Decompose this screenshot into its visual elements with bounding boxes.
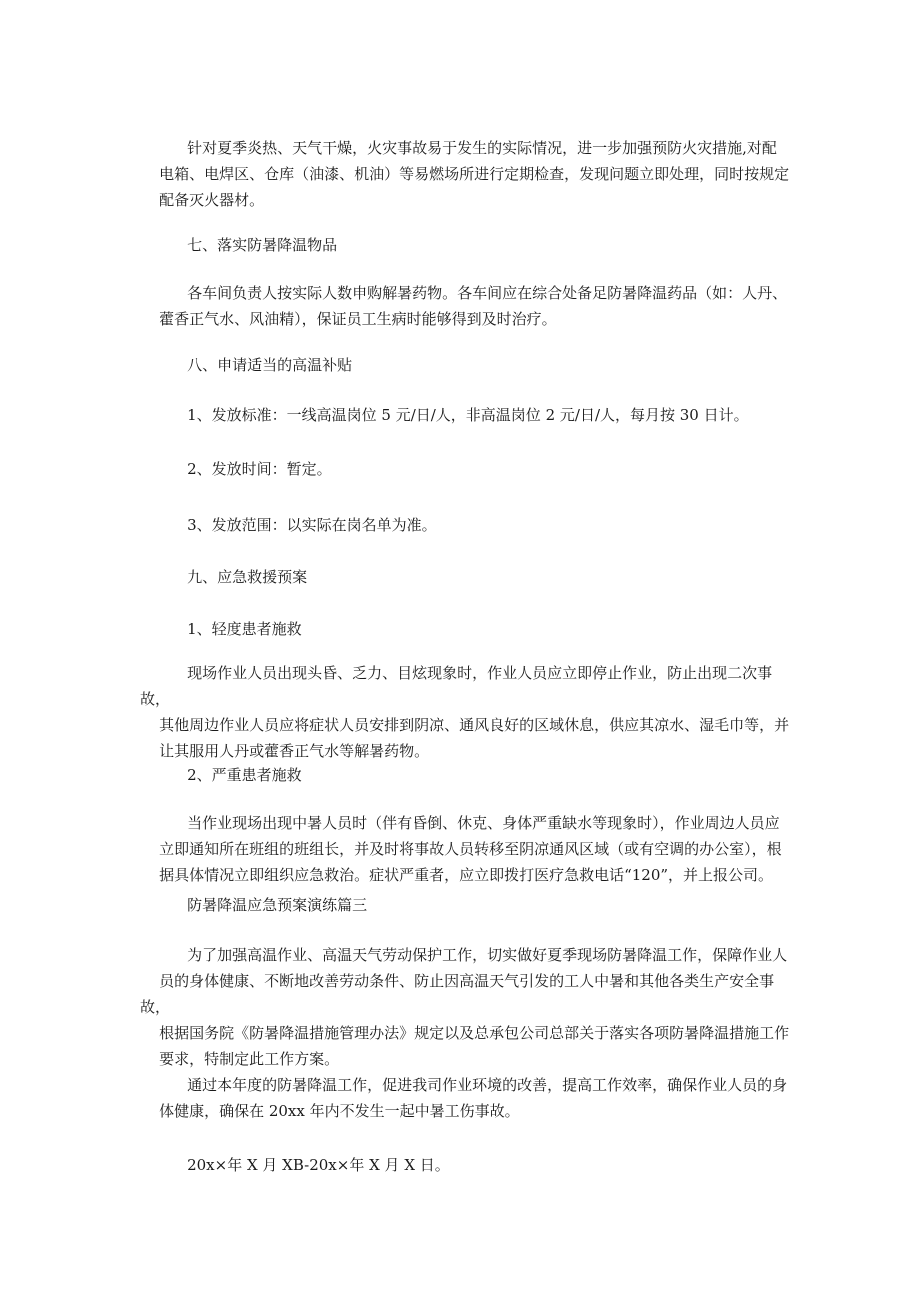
heading-text: 七、落实防暑降温物品 xyxy=(187,236,338,254)
text-line: 20x×年 X 月 XB-20x×年 X 月 X 日。 xyxy=(187,1156,450,1174)
text-line: 根据国务院《防暑降温措施管理办法》规定以及总承包公司总部关于落实各项防暑降温措施工作 xyxy=(159,1024,790,1042)
text-line: 1、发放标准：一线高温岗位 5 元/日/人，非高温岗位 2 元/日/人，每月按 30 日计。 xyxy=(187,406,749,424)
text-line: 体健康，确保在 20xx 年内不发生一起中暑工伤事故。 xyxy=(159,1102,520,1120)
text-line: 要求，特制定此工作方案。 xyxy=(159,1050,340,1068)
text-line: 针对夏季炎热、天气干燥，火灾事故易于发生的实际情况，进一步加强预防火灾措施,对配 xyxy=(187,139,777,157)
heading-text: 八、申请适当的高温补贴 xyxy=(187,356,353,374)
text-line: 各车间负责人按实际人数申购解暑药物。各车间应在综合处备足防暑降温药品（如：人丹、 xyxy=(187,284,788,302)
text-line: 其他周边作业人员应将症状人员安排到阴凉、通风良好的区域休息，供应其凉水、湿毛巾等，并 xyxy=(159,716,790,734)
heading-text: 防暑降温应急预案演练篇三 xyxy=(187,896,368,914)
text-line: 配备灭火器材。 xyxy=(159,191,265,209)
text-line: 2、严重患者施救 xyxy=(187,766,302,784)
text-line: 当作业现场出现中暑人员时（伴有昏倒、休克、身体严重缺水等现象时），作业周边人员应 xyxy=(187,814,780,832)
heading-text: 九、应急救援预案 xyxy=(187,568,308,586)
text-line: 2、发放时间：暂定。 xyxy=(187,460,332,478)
date-range-line xyxy=(168,1126,788,1204)
text-line: 立即通知所在班组的班组长，并及时将事故人员转移至阴凉通风区域（或有空调的办公室），根 xyxy=(159,840,782,858)
text-line: 让其服用人丹或藿香正气水等解暑药物。 xyxy=(159,742,430,760)
text-line: 3、发放范围：以实际在岗名单为准。 xyxy=(187,516,437,534)
text-line: 现场作业人员出现头昏、乏力、目炫现象时，作业人员应立即停止作业，防止出现二次事故， xyxy=(140,664,773,708)
text-line: 1、轻度患者施救 xyxy=(187,620,302,638)
text-line: 藿香正气水、风油精），保证员工生病时能够得到及时治疗。 xyxy=(159,310,557,328)
text-line: 据具体情况立即组织应急救治。症状严重者，应立即拨打医疗急救电话“120”，并上报公司。 xyxy=(159,866,774,884)
text-line: 员的身体健康、不断地改善劳动条件、防止因高温天气引发的工人中暑和其他各类生产安全事故， xyxy=(140,972,775,1016)
text-line: 电箱、电焊区、仓库（油漆、机油）等易燃场所进行定期检查，发现问题立即处理，同时按规定 xyxy=(159,165,790,183)
text-line: 为了加强高温作业、高温天气劳动保护工作，切实做好夏季现场防暑降温工作，保障作业人 xyxy=(187,946,788,964)
text-line: 通过本年度的防暑降温工作，促进我司作业环境的改善，提高工作效率，确保作业人员的身 xyxy=(187,1076,788,1094)
